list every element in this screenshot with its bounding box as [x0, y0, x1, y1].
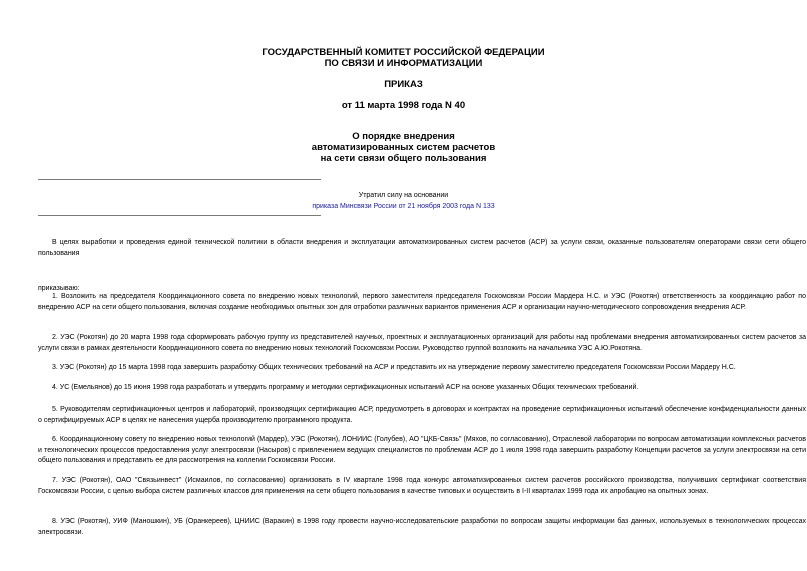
intro-text: В целях выработки и проведения единой технической политики в области внедрения и эксплуатации автоматизированных систем расчетов (АСР) за услуги связи, оказанные пользователям операторами связи сети общего пользования — [38, 239, 806, 257]
order-item-8: 8. УЭС (Рокотян), УИФ (Маношкин), УБ (Оранкереев), ЦНИИС (Варакин) в 1998 году провести научно-исследовательские разработки по вопросам защиты информации баз данных, используемых в технологических процессах электросвязи. — [38, 518, 806, 536]
document-type: ПРИКАЗ — [384, 79, 423, 90]
intro-paragraph — [38, 238, 806, 259]
document-date: от 11 марта 1998 года N 40 — [341, 100, 466, 111]
order-item-3: 3. УЭС (Рокотян) до 15 марта 1998 года завершить разработку Общих технических требований на АСР и представить их на утверждение первому заместителю председателя Госкомсвязи России Мардеру Н.С. — [52, 364, 736, 371]
document-title-line3: на сети связи общего пользования — [320, 153, 487, 164]
repeal-order-link[interactable]: приказа Минсвязи России от 21 ноября 2003 года N 133 — [312, 203, 495, 210]
committee-name-line2: ПО СВЯЗИ И ИНФОРМАТИЗАЦИИ — [324, 58, 483, 69]
order-word: приказываю: — [38, 285, 80, 292]
order-item-4: 4. УС (Емельянов) до 15 июня 1998 года разработать и утвердить программу и методики сертификационных испытаний АСР на основе указанных Общих технических требований. — [52, 384, 639, 391]
order-item-2: 2. УЭС (Рокотян) до 20 марта 1998 года сформировать рабочую группу из представителей научных, проектных и эксплуатационных организаций для работы над проблемами внедрения автоматизированных систем расчетов за услуги связи в рамках деятельности Координационного совета по внедрению новых технологий Госкомсвязи России. Руководство группой возложить на начальника УЭС А.Ю.Рокотяна. — [38, 334, 806, 352]
committee-name-line1: ГОСУДАРСТВЕННЫЙ КОМИТЕТ РОССИЙСКОЙ ФЕДЕРАЦИИ — [262, 47, 545, 58]
document-title-line1: О порядке внедрения — [352, 131, 455, 142]
status-note-link-line — [0, 202, 807, 212]
order-item-1: 1. Возложить на председателя Координационного совета по внедрению новых технологий, первого заместителя председателя Госкомсвязи России Мардера Н.С. и УЭС (Рокотян) ответственность за координацию работ по внедрению АСР на сети общего пользования, включая создание необходимых опытных зон для отработки различных вариантов применения АСР и организации научно-методического сопровождения внедрения АСР. — [38, 293, 806, 311]
order-item-5: 5. Руководителям сертификационных центров и лабораторий, производящих сертификацию АСР, предусмотреть в договорах и контрактах на проведение сертификационных испытаний обеспечение конфиденциальности данных о сертифицируемых АСР в целях не нанесения ущерба производителю программного продукта. — [38, 406, 806, 424]
separator-bottom — [38, 215, 321, 216]
separator-top — [38, 179, 321, 180]
status-note-text: Утратил силу на основании — [358, 192, 449, 199]
order-item-6: 6. Координационному совету по внедрению новых технологий (Мардер), УЭС (Рокотян), ЛОНИИС (Голубев), АО "ЦКБ-Связь" (Мяхов, по согласованию), Отраслевой лаборатории по вопросам автоматизации комплексных расчетов и технологических процессов предоставления услуг электросвязи (Насыров) с привлечением ведущих специалистов по проблемам АСР до 1 июля 1998 года завершить разработку Концепции расчетов за услуги электросвязи на сети общего пользования и представить ее для рассмотрения на коллегии Госкомсвязи России. — [38, 436, 806, 464]
order-item-7: 7. УЭС (Рокотян), ОАО "Связьинвест" (Исмаилов, по согласованию) организовать в IV квартале 1998 года конкурс автоматизированных систем расчетов российского производства, получивших сертификат соответствия Госкомсвязи России, с целью выбора систем различных классов для применения на сети общего пользования в качестве типовых и осуществить в I-II кварталах 1999 года их апробацию на опытных зонах. — [38, 477, 806, 495]
document-title-line2: автоматизированных систем расчетов — [311, 142, 496, 153]
